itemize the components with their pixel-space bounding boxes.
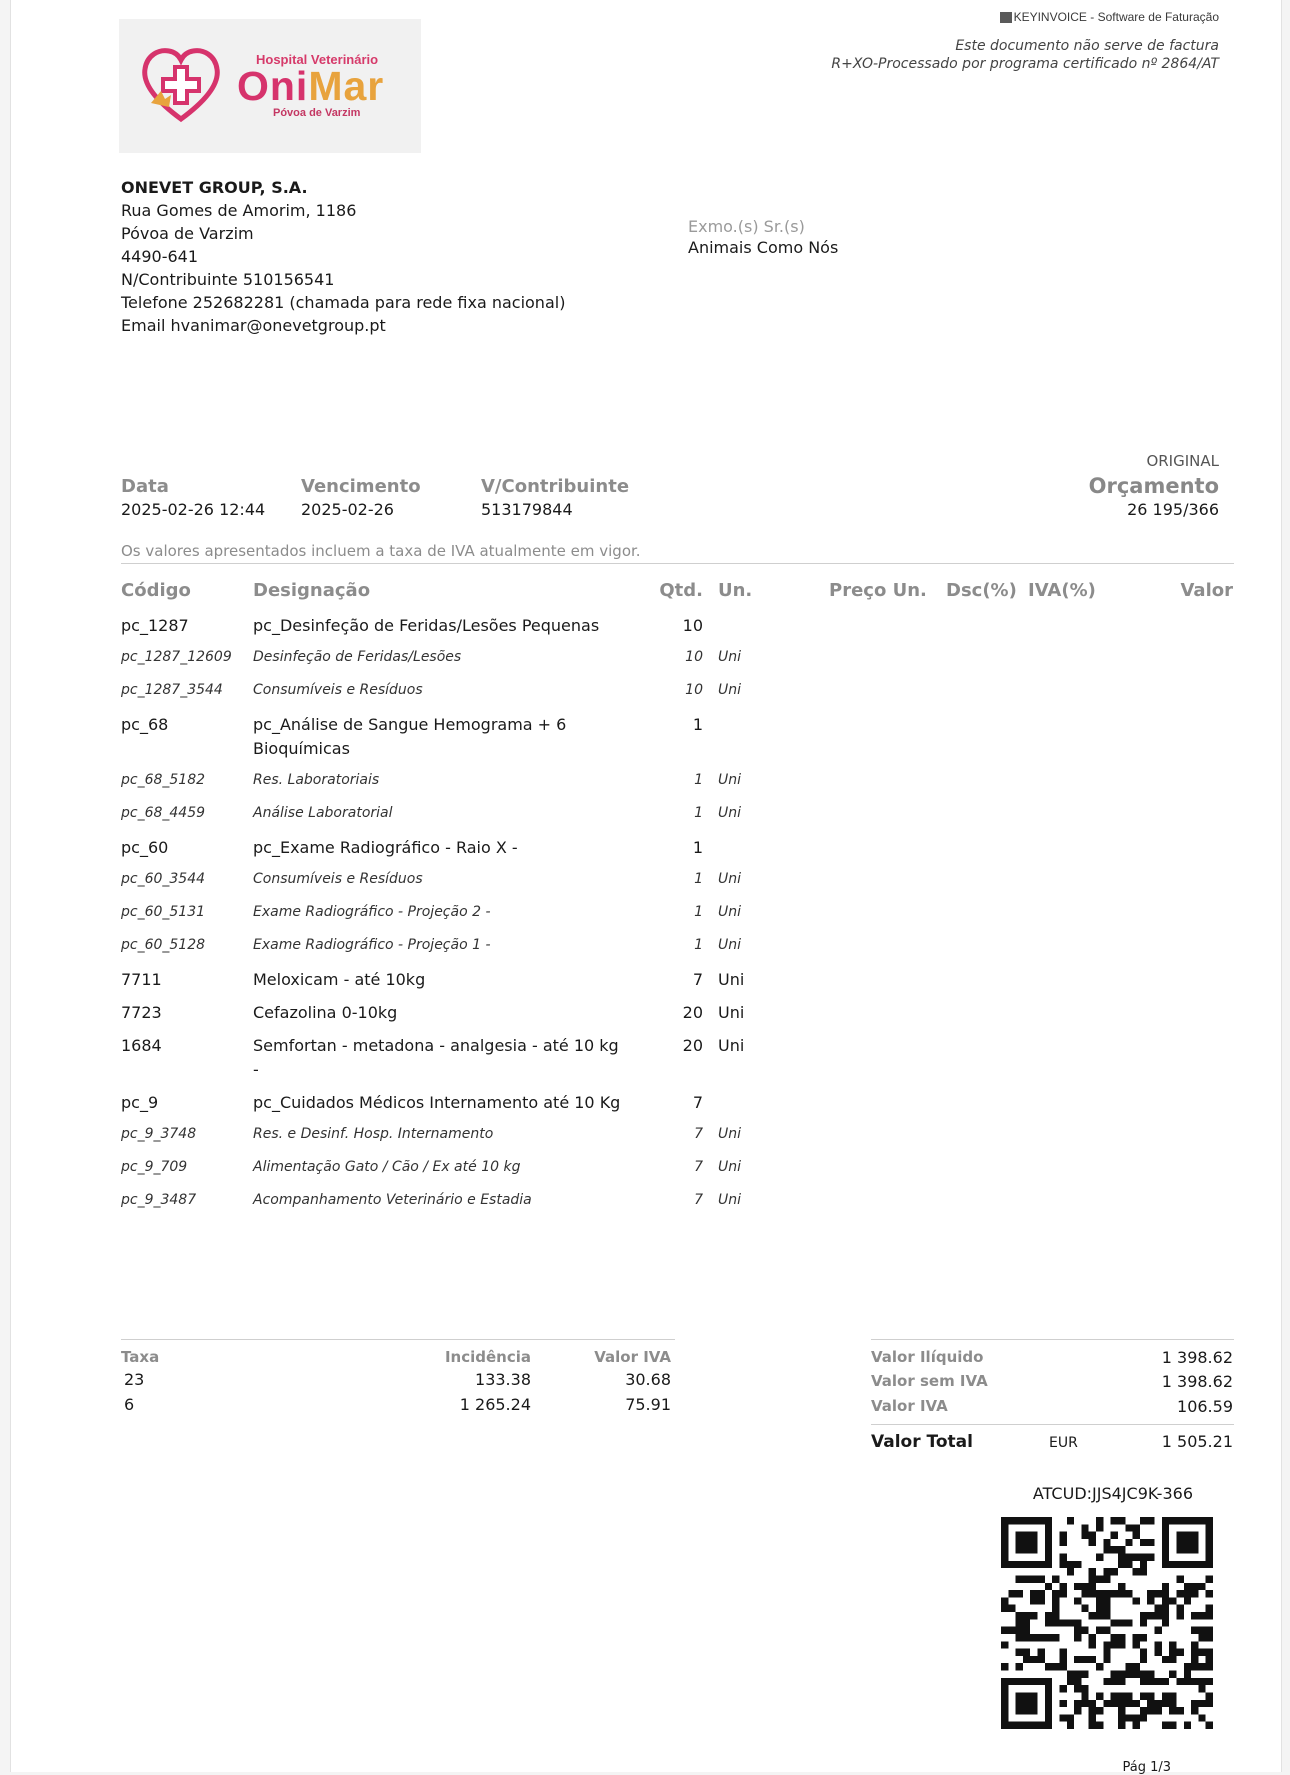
- item-code: 1684: [121, 1036, 162, 1055]
- client-name: Animais Como Nós: [688, 238, 839, 257]
- item-description: Consumíveis e Resíduos: [253, 871, 423, 887]
- item-unit: Uni: [718, 1003, 745, 1022]
- item-quantity: 7: [692, 970, 703, 989]
- item-unit: Uni: [718, 1192, 742, 1208]
- item-quantity: 20: [682, 1003, 703, 1022]
- tax-base: 1 265.24: [459, 1395, 531, 1414]
- disclaimer: [831, 37, 1219, 73]
- item-description: Consumíveis e Resíduos: [253, 682, 423, 698]
- item-description: Meloxicam - até 10kg: [253, 970, 426, 989]
- item-description: Exame Radiográfico - Projeção 2 -: [253, 904, 491, 920]
- item-description: pc_Análise de Sangue Hemograma + 6: [253, 715, 567, 734]
- page-number: Pág 1/3: [1122, 1760, 1171, 1775]
- qr-code: [1001, 1517, 1213, 1729]
- item-quantity: 1: [692, 838, 703, 857]
- item-unit: Uni: [718, 904, 742, 920]
- item-code: pc_9_709: [121, 1159, 188, 1175]
- grand-total-divider: [871, 1424, 1234, 1425]
- tax-base: 133.38: [475, 1370, 531, 1389]
- item-description: Alimentação Gato / Cão / Ex até 10 kg: [253, 1159, 521, 1175]
- atcud-code: ATCUD:JJS4JC9K-366: [1032, 1484, 1193, 1503]
- item-quantity: 1: [694, 904, 703, 920]
- item-unit: Uni: [718, 970, 745, 989]
- totals-divider: [871, 1339, 1234, 1340]
- company-nif: N/Contribuinte 510156541: [121, 270, 335, 289]
- item-description: Acompanhamento Veterinário e Estadia: [253, 1192, 532, 1208]
- due-date-label: Vencimento: [301, 476, 421, 497]
- item-code: pc_60_5128: [121, 937, 206, 953]
- company-phone: Telefone 252682281 (chamada para rede fixa nacional): [121, 293, 566, 312]
- col-header-value: Valor: [1180, 580, 1233, 601]
- item-unit: Uni: [718, 1159, 742, 1175]
- value-without-vat-label: Valor sem IVA: [871, 1372, 988, 1390]
- tax-rate: 23: [124, 1370, 145, 1389]
- item-quantity: 10: [685, 682, 703, 698]
- logo-place: Póvoa de Varzim: [273, 107, 361, 119]
- tax-rate: 6: [124, 1395, 135, 1414]
- item-code: pc_68_4459: [121, 805, 206, 821]
- software-logo-icon: [1000, 12, 1012, 23]
- item-code: pc_9_3487: [121, 1192, 197, 1208]
- company-logo: [119, 19, 421, 153]
- item-unit: Uni: [718, 772, 742, 788]
- item-code: pc_9: [121, 1093, 159, 1112]
- col-header-code: Código: [121, 580, 191, 601]
- grand-total-label: Valor Total: [871, 1432, 973, 1452]
- item-quantity: 10: [682, 616, 703, 635]
- col-header-vat: IVA(%): [1028, 580, 1096, 601]
- item-quantity: 7: [694, 1192, 703, 1208]
- divider: [121, 563, 1234, 564]
- item-description-continued: -: [253, 1060, 259, 1079]
- client-tax-id-value: 513179844: [481, 500, 573, 519]
- iva-note: Os valores apresentados incluem a taxa de IVA atualmente em vigor.: [121, 542, 641, 560]
- item-unit: Uni: [718, 682, 742, 698]
- item-quantity: 7: [694, 1159, 703, 1175]
- item-unit: Uni: [718, 871, 742, 887]
- company-email: Email hvanimar@onevetgroup.pt: [121, 316, 386, 335]
- col-header-qty: Qtd.: [659, 580, 703, 601]
- item-description: pc_Exame Radiográfico - Raio X -: [253, 838, 518, 857]
- company-street: Rua Gomes de Amorim, 1186: [121, 201, 357, 220]
- client-details: [688, 216, 838, 258]
- logo-name-part-b: Mar: [308, 63, 385, 109]
- item-unit: Uni: [718, 649, 742, 665]
- item-code: pc_1287_3544: [121, 682, 223, 698]
- item-quantity: 7: [692, 1093, 703, 1112]
- software-credit: [1000, 10, 1219, 24]
- col-header-unit: Un.: [718, 580, 753, 601]
- item-code: pc_68: [121, 715, 169, 734]
- tax-header-vat: Valor IVA: [594, 1348, 671, 1366]
- software-name: KEYINVOICE - Software de Faturação: [1013, 10, 1219, 24]
- currency: EUR: [1049, 1435, 1078, 1451]
- company-city: Póvoa de Varzim: [121, 224, 254, 243]
- tax-header-rate: Taxa: [121, 1348, 160, 1366]
- vat-value-label: Valor IVA: [871, 1397, 948, 1415]
- item-description: Semfortan - metadona - analgesia - até 10 kg: [253, 1036, 619, 1055]
- tax-vat: 30.68: [625, 1370, 671, 1389]
- logo-subtitle: Hospital Veterinário: [256, 52, 379, 67]
- item-quantity: 10: [685, 649, 703, 665]
- invoice-page: [10, 0, 1282, 1775]
- item-description: Cefazolina 0-10kg: [253, 1003, 398, 1022]
- vat-value: 106.59: [1177, 1397, 1233, 1416]
- due-date-value: 2025-02-26: [301, 500, 394, 519]
- item-code: pc_60_5131: [121, 904, 206, 920]
- item-quantity: 1: [694, 871, 703, 887]
- col-header-description: Designação: [253, 580, 371, 601]
- company-postal: 4490-641: [121, 247, 199, 266]
- disclaimer-line-1: Este documento não serve de factura: [955, 38, 1219, 54]
- item-description: Res. e Desinf. Hosp. Internamento: [253, 1126, 494, 1142]
- tax-divider: [121, 1339, 675, 1340]
- item-description: pc_Cuidados Médicos Internamento até 10 Kg: [253, 1093, 621, 1112]
- logo-name: [237, 63, 384, 110]
- item-description: pc_Desinfeção de Feridas/Lesões Pequenas: [253, 616, 600, 635]
- company-details: [121, 176, 565, 337]
- item-quantity: 1: [694, 772, 703, 788]
- client-tax-id-label: V/Contribuinte: [481, 476, 630, 497]
- date-value: 2025-02-26 12:44: [121, 500, 266, 519]
- item-quantity: 1: [694, 805, 703, 821]
- date-label: Data: [121, 476, 169, 497]
- logo-name-part-a: Oni: [237, 63, 309, 109]
- item-code: pc_1287: [121, 616, 189, 635]
- item-unit: Uni: [718, 805, 742, 821]
- heart-cross-icon: [141, 45, 221, 125]
- item-code: pc_60_3544: [121, 871, 206, 887]
- item-code: 7723: [121, 1003, 162, 1022]
- item-description: Análise Laboratorial: [253, 805, 393, 821]
- item-description: Res. Laboratoriais: [253, 772, 380, 788]
- client-label: Exmo.(s) Sr.(s): [688, 217, 805, 236]
- item-quantity: 7: [694, 1126, 703, 1142]
- item-description: Exame Radiográfico - Projeção 1 -: [253, 937, 491, 953]
- net-value: 1 398.62: [1161, 1348, 1233, 1367]
- item-description-continued: Bioquímicas: [253, 739, 350, 758]
- item-code: pc_60: [121, 838, 169, 857]
- item-quantity: 20: [682, 1036, 703, 1055]
- item-code: pc_9_3748: [121, 1126, 197, 1142]
- item-code: 7711: [121, 970, 162, 989]
- tax-vat: 75.91: [625, 1395, 671, 1414]
- col-header-discount: Dsc(%): [946, 580, 1017, 601]
- item-unit: Uni: [718, 937, 742, 953]
- item-quantity: 1: [692, 715, 703, 734]
- grand-total-value: 1 505.21: [1161, 1432, 1233, 1451]
- item-code: pc_1287_12609: [121, 649, 232, 665]
- net-value-label: Valor Ilíquido: [871, 1348, 984, 1366]
- disclaimer-line-2: R+XO-Processado por programa certificado nº 2864/AT: [831, 56, 1219, 72]
- item-code: pc_68_5182: [121, 772, 206, 788]
- item-quantity: 1: [694, 937, 703, 953]
- item-unit: Uni: [718, 1126, 742, 1142]
- value-without-vat: 1 398.62: [1161, 1372, 1233, 1391]
- document-number: 26 195/366: [1127, 500, 1219, 519]
- document-type: Orçamento: [1088, 474, 1219, 498]
- tax-header-base: Incidência: [444, 1348, 531, 1366]
- item-unit: Uni: [718, 1036, 745, 1055]
- col-header-unit-price: Preço Un.: [829, 580, 927, 601]
- copy-label: ORIGINAL: [1146, 452, 1219, 470]
- item-description: Desinfeção de Feridas/Lesões: [253, 649, 462, 665]
- company-name: ONEVET GROUP, S.A.: [121, 178, 308, 197]
